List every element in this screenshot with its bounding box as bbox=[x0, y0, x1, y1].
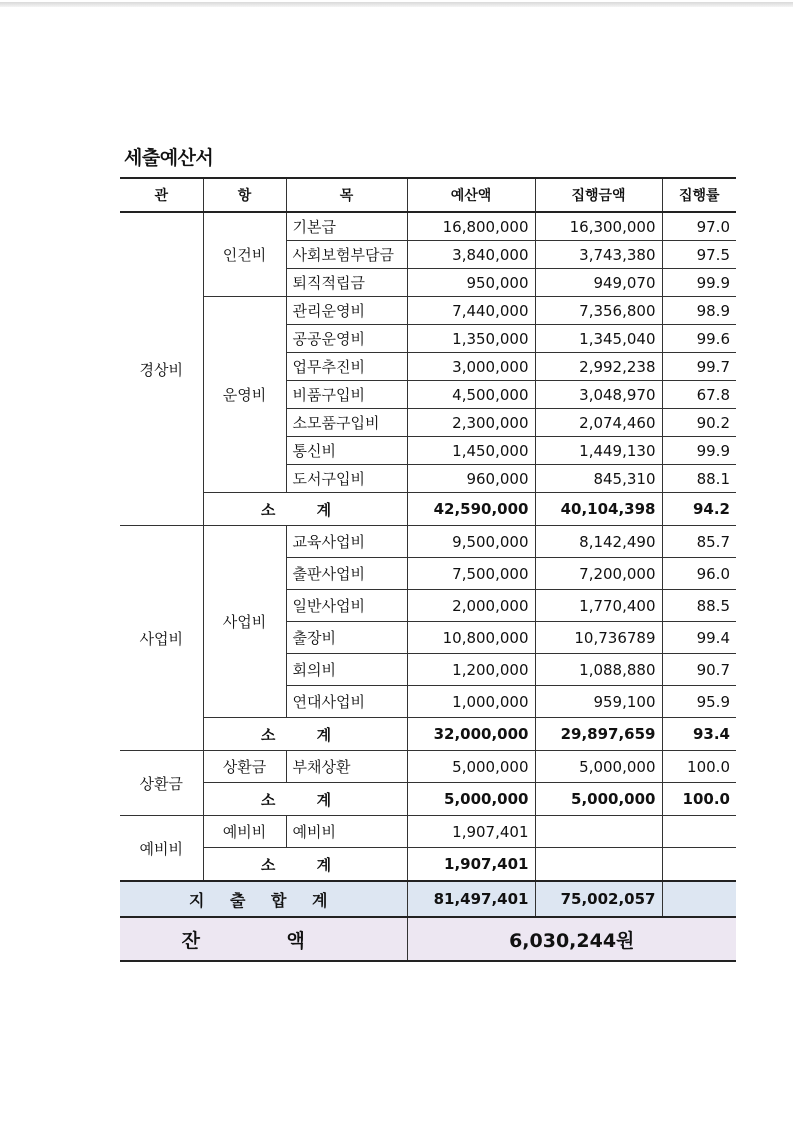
mok-cell: 퇴직적립금 bbox=[286, 269, 407, 297]
rate-cell: 99.4 bbox=[662, 622, 736, 654]
budget-cell: 1,000,000 bbox=[407, 686, 535, 718]
header-gwan: 관 bbox=[120, 178, 203, 212]
mok-cell: 회의비 bbox=[286, 654, 407, 686]
executed-cell: 8,142,490 bbox=[535, 526, 662, 558]
subtotal-rate bbox=[662, 848, 736, 882]
table-row bbox=[120, 526, 736, 558]
hang-cell: 예비비 bbox=[203, 816, 286, 848]
executed-cell: 1,770,400 bbox=[535, 590, 662, 622]
rate-cell: 88.1 bbox=[662, 465, 736, 493]
mok-cell: 도서구입비 bbox=[286, 465, 407, 493]
mok-cell: 부채상환 bbox=[286, 751, 407, 783]
header-row bbox=[120, 178, 736, 212]
gwan-cell: 경상비 bbox=[120, 212, 203, 526]
executed-cell: 2,074,460 bbox=[535, 409, 662, 437]
budget-cell: 1,450,000 bbox=[407, 437, 535, 465]
subtotal-row bbox=[120, 493, 736, 526]
budget-cell: 4,500,000 bbox=[407, 381, 535, 409]
subtotal-rate: 100.0 bbox=[662, 783, 736, 816]
rate-cell: 96.0 bbox=[662, 558, 736, 590]
total-label bbox=[120, 881, 407, 917]
mok-cell: 업무추진비 bbox=[286, 353, 407, 381]
rate-cell: 99.9 bbox=[662, 437, 736, 465]
scan-top-edge bbox=[0, 2, 793, 7]
budget-cell: 10,800,000 bbox=[407, 622, 535, 654]
mok-cell: 연대사업비 bbox=[286, 686, 407, 718]
budget-cell: 5,000,000 bbox=[407, 751, 535, 783]
rate-cell: 95.9 bbox=[662, 686, 736, 718]
executed-cell: 2,992,238 bbox=[535, 353, 662, 381]
mok-cell: 사회보험부담금 bbox=[286, 241, 407, 269]
subtotal-row bbox=[120, 718, 736, 751]
executed-cell: 3,048,970 bbox=[535, 381, 662, 409]
executed-cell: 7,200,000 bbox=[535, 558, 662, 590]
rate-cell: 99.6 bbox=[662, 325, 736, 353]
gwan-cell: 예비비 bbox=[120, 816, 203, 882]
budget-cell: 960,000 bbox=[407, 465, 535, 493]
mok-cell: 공공운영비 bbox=[286, 325, 407, 353]
subtotal-executed bbox=[535, 848, 662, 882]
balance-label-text: 잔 액 bbox=[181, 929, 345, 952]
rate-cell: 100.0 bbox=[662, 751, 736, 783]
budget-cell: 950,000 bbox=[407, 269, 535, 297]
rate-cell: 90.2 bbox=[662, 409, 736, 437]
executed-cell: 5,000,000 bbox=[535, 751, 662, 783]
subtotal-row bbox=[120, 848, 736, 882]
header-budget: 예산액 bbox=[407, 178, 535, 212]
total-executed: 75,002,057 bbox=[535, 881, 662, 917]
rate-cell: 67.8 bbox=[662, 381, 736, 409]
mok-cell: 예비비 bbox=[286, 816, 407, 848]
subtotal-row bbox=[120, 783, 736, 816]
total-rate bbox=[662, 881, 736, 917]
executed-cell: 1,345,040 bbox=[535, 325, 662, 353]
total-budget: 81,497,401 bbox=[407, 881, 535, 917]
subtotal-label bbox=[203, 783, 407, 816]
executed-cell: 7,356,800 bbox=[535, 297, 662, 325]
rate-cell: 97.5 bbox=[662, 241, 736, 269]
subtotal-rate: 93.4 bbox=[662, 718, 736, 751]
subtotal-label bbox=[203, 848, 407, 882]
hang-cell: 사업비 bbox=[203, 526, 286, 718]
executed-cell bbox=[535, 816, 662, 848]
header-mok: 목 bbox=[286, 178, 407, 212]
executed-cell: 16,300,000 bbox=[535, 212, 662, 241]
subtotal-budget: 5,000,000 bbox=[407, 783, 535, 816]
subtotal-label bbox=[203, 493, 407, 526]
budget-cell: 3,000,000 bbox=[407, 353, 535, 381]
subtotal-budget: 1,907,401 bbox=[407, 848, 535, 882]
balance-value: 6,030,244원 bbox=[407, 917, 736, 961]
executed-cell: 959,100 bbox=[535, 686, 662, 718]
subtotal-rate: 94.2 bbox=[662, 493, 736, 526]
rate-cell: 99.9 bbox=[662, 269, 736, 297]
table-row bbox=[120, 297, 736, 325]
hang-cell: 인건비 bbox=[203, 212, 286, 297]
mok-cell: 일반사업비 bbox=[286, 590, 407, 622]
total-label-text: 지 출 합 계 bbox=[188, 890, 338, 910]
subtotal-executed: 40,104,398 bbox=[535, 493, 662, 526]
executed-cell: 10,736789 bbox=[535, 622, 662, 654]
budget-cell: 3,840,000 bbox=[407, 241, 535, 269]
rate-cell: 85.7 bbox=[662, 526, 736, 558]
table-row bbox=[120, 212, 736, 241]
mok-cell: 출장비 bbox=[286, 622, 407, 654]
gwan-cell: 상환금 bbox=[120, 751, 203, 816]
header-hang: 항 bbox=[203, 178, 286, 212]
mok-cell: 교육사업비 bbox=[286, 526, 407, 558]
rate-cell: 99.7 bbox=[662, 353, 736, 381]
header-rate: 집행률 bbox=[662, 178, 736, 212]
rate-cell: 98.9 bbox=[662, 297, 736, 325]
executed-cell: 3,743,380 bbox=[535, 241, 662, 269]
executed-cell: 1,088,880 bbox=[535, 654, 662, 686]
header-executed: 집행금액 bbox=[535, 178, 662, 212]
budget-cell: 1,350,000 bbox=[407, 325, 535, 353]
executed-cell: 949,070 bbox=[535, 269, 662, 297]
budget-cell: 2,300,000 bbox=[407, 409, 535, 437]
mok-cell: 관리운영비 bbox=[286, 297, 407, 325]
table-row bbox=[120, 816, 736, 848]
subtotal-label-text: 소 계 bbox=[260, 790, 350, 809]
budget-cell: 1,200,000 bbox=[407, 654, 535, 686]
budget-cell: 7,500,000 bbox=[407, 558, 535, 590]
total-row bbox=[120, 881, 736, 917]
subtotal-label-text: 소 계 bbox=[260, 855, 350, 874]
subtotal-label-text: 소 계 bbox=[260, 500, 350, 519]
budget-cell: 16,800,000 bbox=[407, 212, 535, 241]
subtotal-executed: 5,000,000 bbox=[535, 783, 662, 816]
budget-cell: 9,500,000 bbox=[407, 526, 535, 558]
balance-label bbox=[120, 917, 407, 961]
expenditure-budget-table bbox=[120, 177, 736, 962]
rate-cell: 88.5 bbox=[662, 590, 736, 622]
hang-cell: 상환금 bbox=[203, 751, 286, 783]
rate-cell bbox=[662, 816, 736, 848]
subtotal-executed: 29,897,659 bbox=[535, 718, 662, 751]
mok-cell: 출판사업비 bbox=[286, 558, 407, 590]
table-row bbox=[120, 751, 736, 783]
mok-cell: 기본급 bbox=[286, 212, 407, 241]
budget-cell: 7,440,000 bbox=[407, 297, 535, 325]
balance-row bbox=[120, 917, 736, 961]
executed-cell: 845,310 bbox=[535, 465, 662, 493]
gwan-cell: 사업비 bbox=[120, 526, 203, 751]
subtotal-budget: 42,590,000 bbox=[407, 493, 535, 526]
mok-cell: 통신비 bbox=[286, 437, 407, 465]
budget-cell: 1,907,401 bbox=[407, 816, 535, 848]
executed-cell: 1,449,130 bbox=[535, 437, 662, 465]
mok-cell: 비품구입비 bbox=[286, 381, 407, 409]
hang-cell: 운영비 bbox=[203, 297, 286, 493]
rate-cell: 90.7 bbox=[662, 654, 736, 686]
page-title: 세출예산서 bbox=[124, 147, 214, 169]
subtotal-budget: 32,000,000 bbox=[407, 718, 535, 751]
subtotal-label bbox=[203, 718, 407, 751]
budget-cell: 2,000,000 bbox=[407, 590, 535, 622]
rate-cell: 97.0 bbox=[662, 212, 736, 241]
mok-cell: 소모품구입비 bbox=[286, 409, 407, 437]
subtotal-label-text: 소 계 bbox=[260, 725, 350, 744]
